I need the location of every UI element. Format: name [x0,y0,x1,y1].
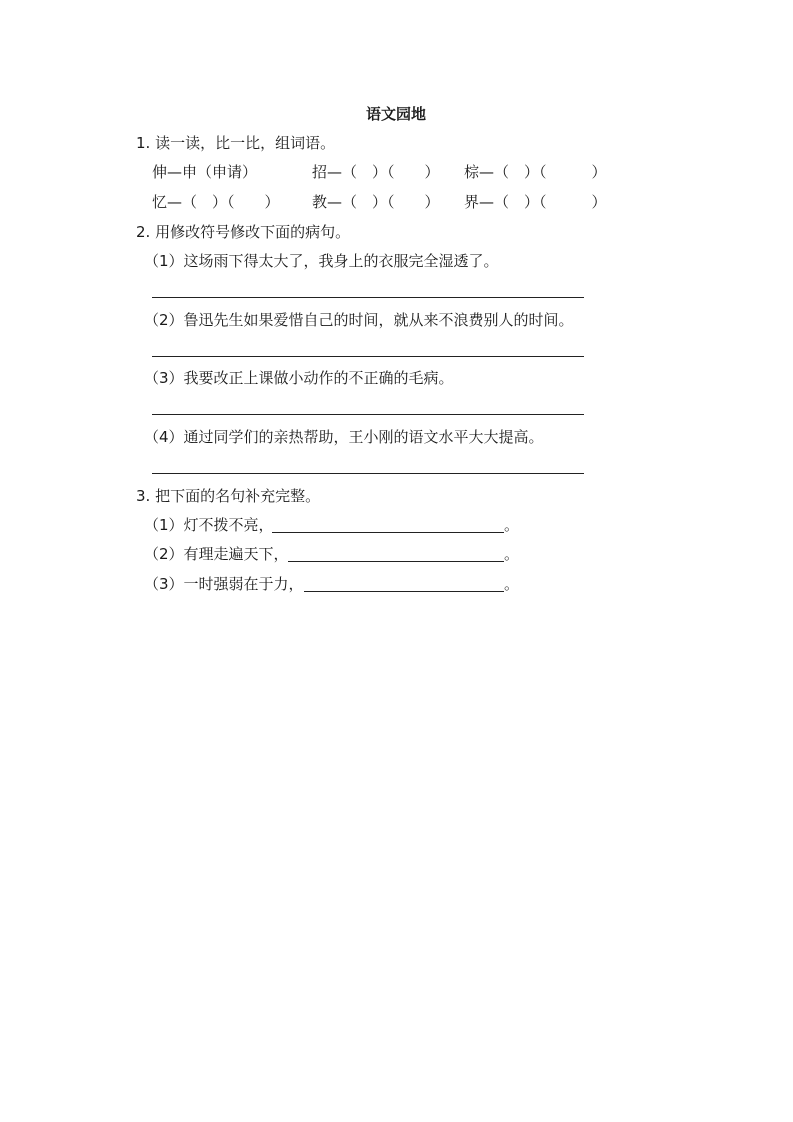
q1-row2-item1: 忆—（ ）（ ） [152,193,280,211]
q2-sentence-4: （4）通过同学们的亲热帮助，王小刚的语文水平大大提高。 [144,428,544,446]
q2-answer-line-4[interactable] [152,473,584,474]
q2-sentence-1: （1）这场雨下得太大了，我身上的衣服完全湿透了。 [144,252,499,270]
question-1-heading: 1. 读一读，比一比，组词语。 [136,134,336,152]
q2-sentence-2: （2）鲁迅先生如果爱惜自己的时间，就从来不浪费别人的时间。 [144,311,574,329]
q3-item-2-blank[interactable] [288,561,504,562]
q2-answer-line-2[interactable] [152,356,584,357]
q2-answer-line-1[interactable] [152,297,584,298]
q2-answer-line-3[interactable] [152,414,584,415]
q1-row1-item3: 棕—（ ）（ ） [464,163,607,181]
q1-row1-item1: 伸—申（申请） [152,163,258,181]
q3-item-3-suffix: 。 [504,575,520,593]
q3-item-3-blank[interactable] [304,591,504,592]
q3-item-2-suffix: 。 [504,545,520,563]
q3-item-3-prefix: （3）一时强弱在于力， [144,575,304,593]
page-title: 语文园地 [366,105,427,123]
q1-row1-item2: 招—（ ）（ ） [312,163,440,181]
q3-item-1-suffix: 。 [504,516,520,534]
q3-item-1-prefix: （1）灯不拨不亮， [144,516,274,534]
q1-row2-item3: 界—（ ）（ ） [464,193,607,211]
q3-item-1-blank[interactable] [272,532,504,533]
question-3-heading: 3. 把下面的名句补充完整。 [136,487,321,505]
q2-sentence-3: （3）我要改正上课做小动作的不正确的毛病。 [144,369,454,387]
question-2-heading: 2. 用修改符号修改下面的病句。 [136,223,351,241]
q1-row2-item2: 教—（ ）（ ） [312,193,440,211]
q3-item-2-prefix: （2）有理走遍天下， [144,545,289,563]
